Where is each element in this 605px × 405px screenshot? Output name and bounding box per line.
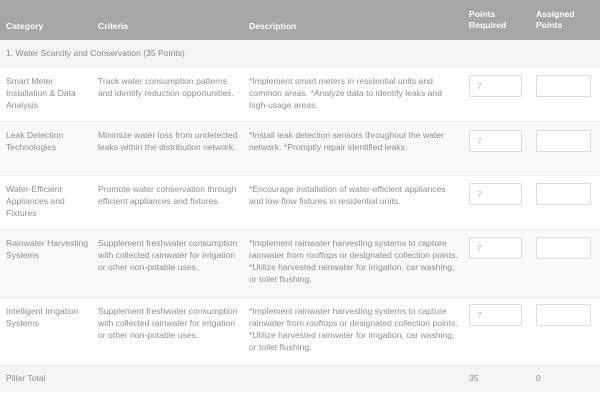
- table-row: [0, 298, 600, 366]
- row-criteria: Track water consumption patterns and identify reduction opportunities.: [98, 76, 234, 98]
- assigned-points-input[interactable]: [536, 237, 591, 259]
- row-criteria: Supplement freshwater consumption with collected rainwater for irrigation or other non-potable uses.: [98, 238, 238, 272]
- points-required-input[interactable]: 7: [469, 237, 522, 259]
- row-criteria: Promote water conservation through efficient appliances and fixtures.: [98, 184, 237, 206]
- row-criteria: Minimize water loss from undetected leaks within the distribution network.: [98, 130, 238, 152]
- row-category: Smart Meter Installation & Data Analysis: [6, 76, 76, 110]
- row-category: Intelligent Irrigation Systems: [6, 306, 79, 328]
- header-description: Description: [249, 21, 297, 31]
- table-header: [0, 0, 600, 40]
- assigned-points-input[interactable]: [536, 304, 591, 326]
- section-title: 1. Water Scarcity and Conservation (35 Points): [6, 48, 185, 58]
- table-row: [0, 68, 600, 122]
- header-assigned-points: Assigned Points: [536, 9, 575, 31]
- table-row: [0, 230, 600, 298]
- table-row: [0, 122, 600, 176]
- assigned-points-input[interactable]: [536, 75, 591, 97]
- points-required-input[interactable]: 7: [469, 130, 522, 152]
- row-description: *Implement rainwater harvesting systems to capture rainwater from rooftops or designated collection points. *Utilize harvested rainwater for irrigation, car washing, or toilet flushing.: [249, 306, 458, 352]
- row-description: *Implement smart meters in residential units and common areas. *Analyze data to identify leaks and high-usage areas.: [249, 76, 442, 110]
- pillar-total-required: 35: [469, 373, 479, 383]
- header-category: Category: [6, 21, 44, 31]
- header-points-required: Points Required: [469, 9, 507, 31]
- assigned-points-input[interactable]: [536, 183, 591, 205]
- row-category: Rainwater Harvesting Systems: [6, 238, 89, 260]
- points-required-input[interactable]: 7: [469, 183, 522, 205]
- row-category: Leak Detection Technologies: [6, 130, 64, 152]
- row-description: *Encourage installation of water-efficient appliances and low-flow fixtures in residential units.: [249, 184, 446, 206]
- pillar-total-assigned: 0: [536, 373, 541, 383]
- row-category: Water-Efficient Appliances and Fixtures: [6, 184, 65, 218]
- header-criteria: Criteria: [98, 21, 129, 31]
- row-criteria: Supplement freshwater consumption with collected rainwater for irrigation or other non-potable uses.: [98, 306, 238, 340]
- points-required-input[interactable]: 7: [469, 304, 522, 326]
- assigned-points-input[interactable]: [536, 130, 591, 152]
- section-header: [0, 40, 600, 68]
- pillar-total-row: [0, 366, 600, 392]
- row-description: *Implement rainwater harvesting systems to capture rainwater from rooftops or designated collection points. *Utilize harvested rainwater for irrigation, car washing, or toilet flushing.: [249, 238, 458, 284]
- points-required-input[interactable]: 7: [469, 75, 522, 97]
- row-description: *Install leak detection sensors throughout the water network. *Promptly repair identified leaks.: [249, 130, 444, 152]
- pillar-total-label: Pillar Total: [6, 373, 46, 383]
- table-row: [0, 176, 600, 230]
